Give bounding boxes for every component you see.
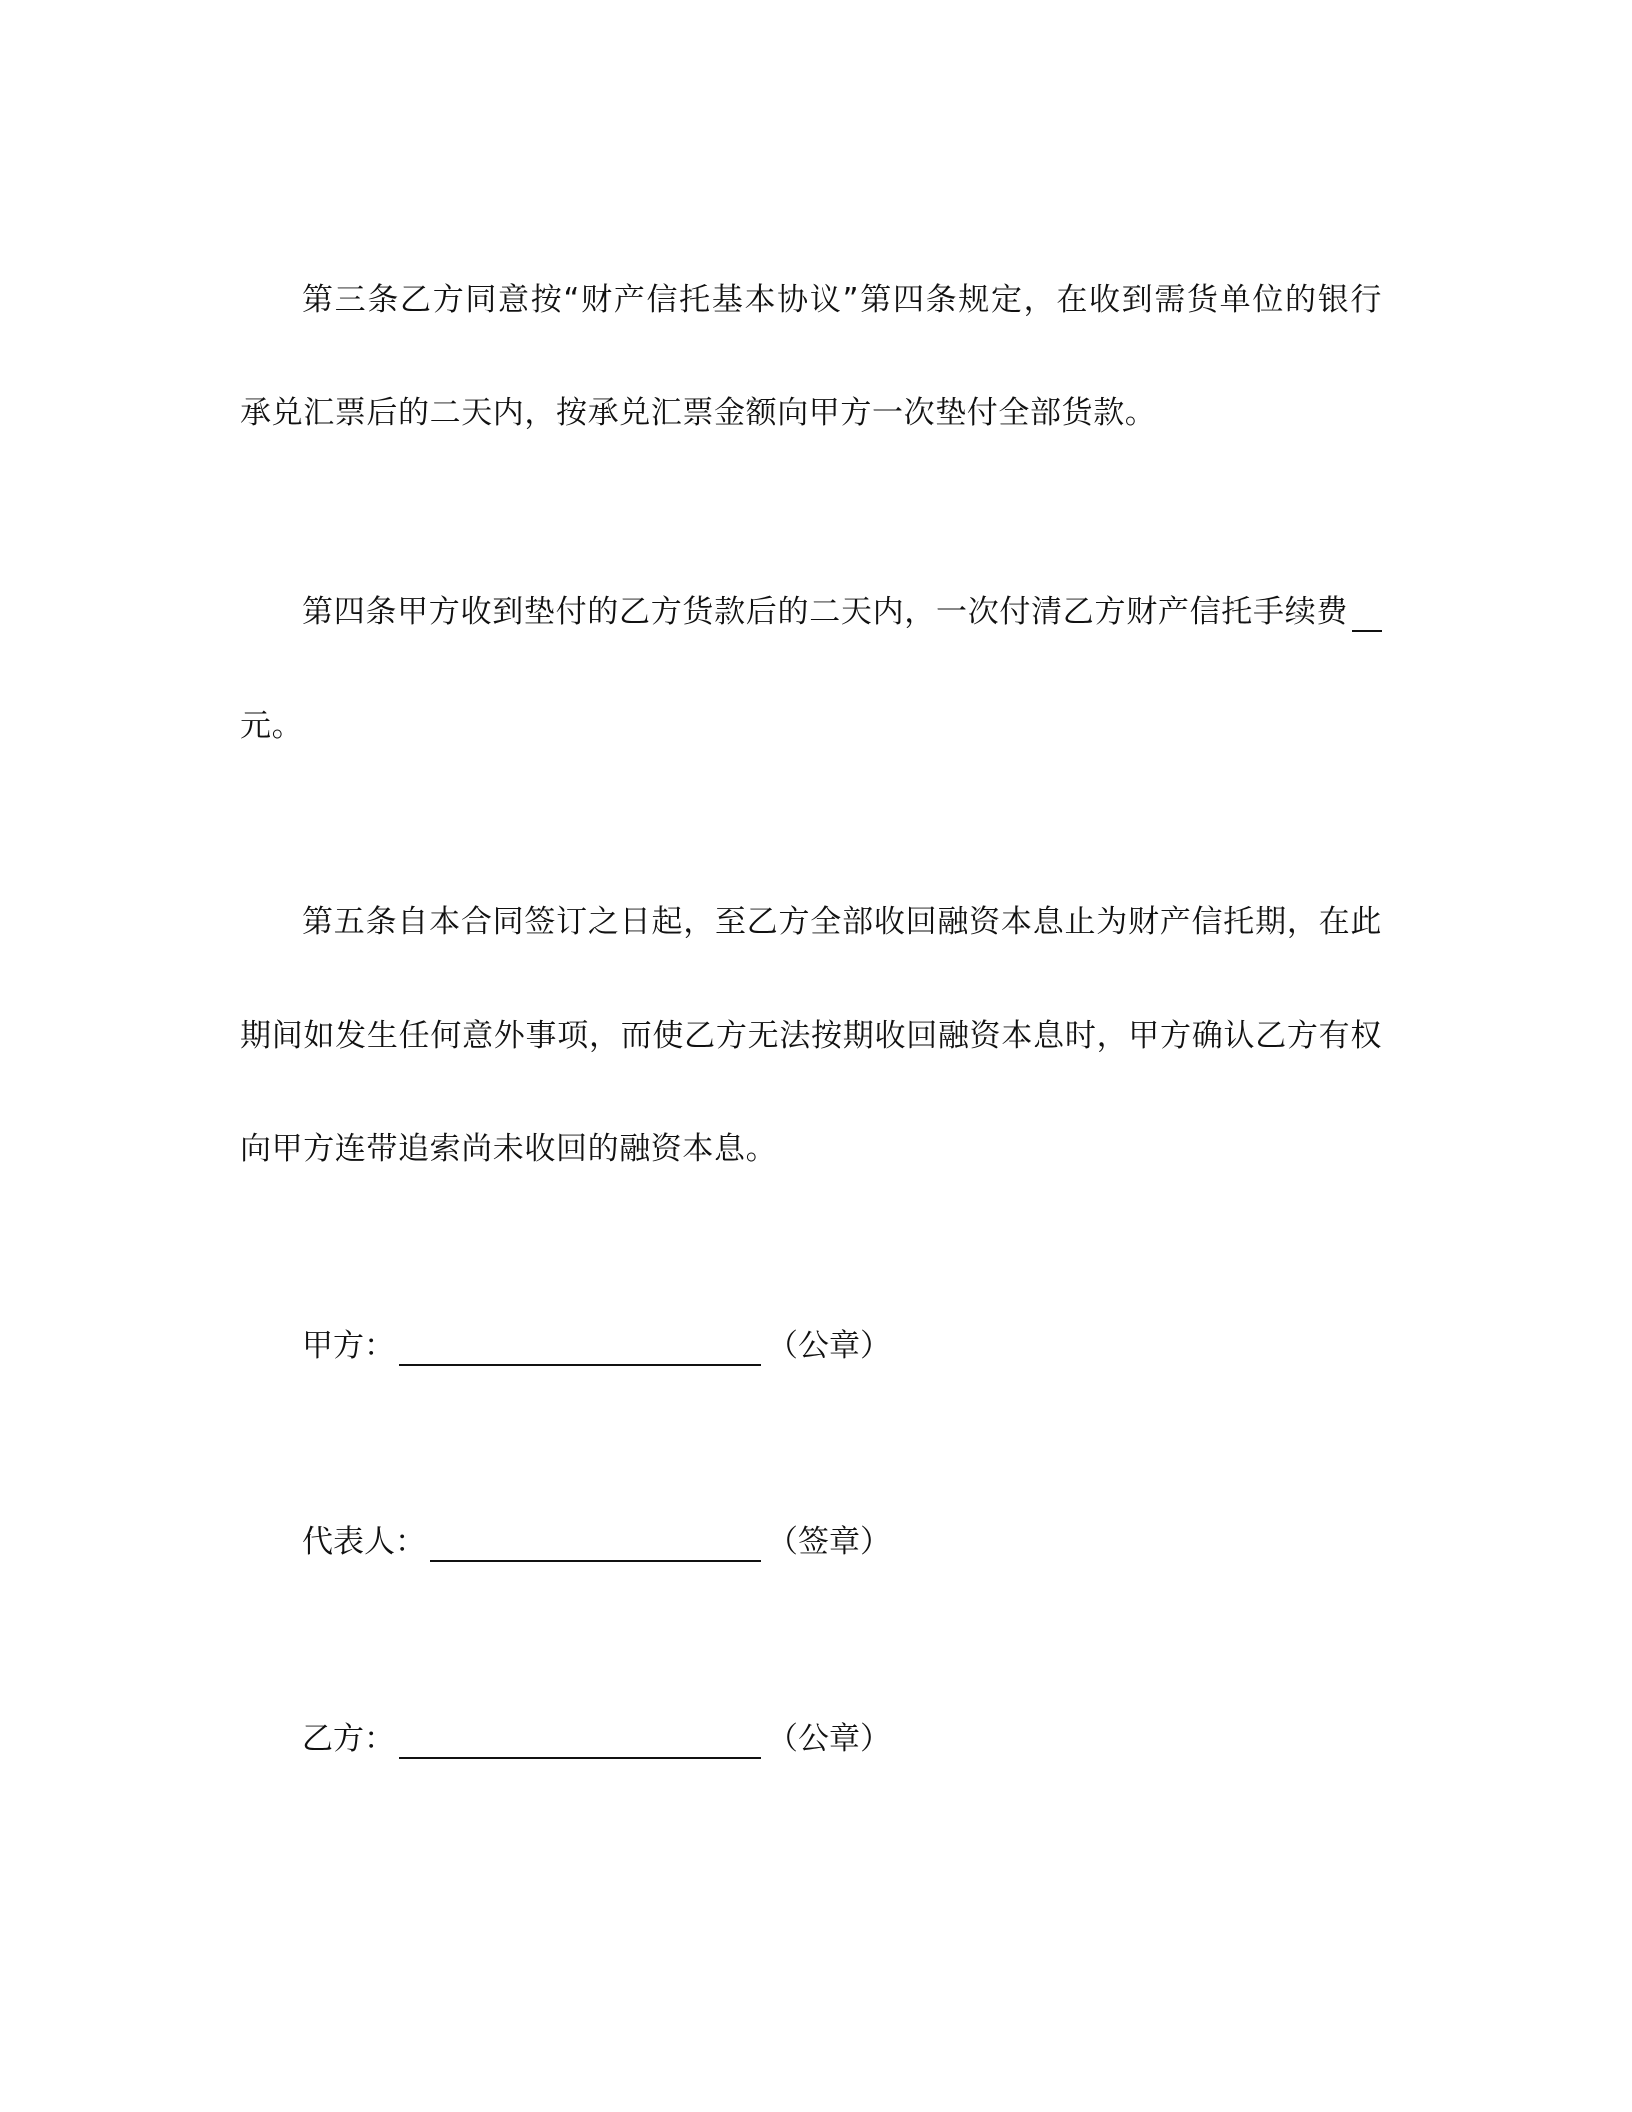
party-b-seal-label: （公章） — [767, 1721, 891, 1757]
article-4-line-2: 元。 — [240, 708, 304, 744]
article-5-line-1: 第五条自本合同签订之日起，至乙方全部收回融资本息止为财产信托期，在此 — [302, 904, 1382, 940]
party-a-signature-row — [302, 1326, 891, 1366]
fee-blank — [1352, 600, 1382, 632]
party-b-signature-row — [302, 1719, 891, 1759]
representative-label: 代表人： — [302, 1524, 426, 1560]
party-a-label: 甲方： — [302, 1328, 395, 1364]
representative-signature-line — [430, 1526, 761, 1562]
article-5-line-3: 向甲方连带追索尚未收回的融资本息。 — [240, 1131, 778, 1167]
representative-signature-row — [302, 1522, 891, 1562]
party-a-seal-label: （公章） — [767, 1328, 891, 1364]
article-5-line-2: 期间如发生任何意外事项，而使乙方无法按期收回融资本息时，甲方确认乙方有权 — [240, 1018, 1382, 1054]
article-3-line-2: 承兑汇票后的二天内，按承兑汇票金额向甲方一次垫付全部货款。 — [240, 395, 1157, 431]
article-4-line-1 — [302, 592, 1382, 632]
party-b-signature-line — [399, 1723, 761, 1759]
party-a-signature-line — [399, 1330, 761, 1366]
article-4-line-1-text: 第四条甲方收到垫付的乙方货款后的二天内，一次付清乙方财产信托手续费 — [302, 594, 1348, 630]
representative-seal-label: （签章） — [767, 1524, 891, 1560]
party-b-label: 乙方： — [302, 1721, 395, 1757]
article-3-line-1: 第三条乙方同意按“财产信托基本协议”第四条规定，在收到需货单位的银行 — [302, 282, 1382, 318]
